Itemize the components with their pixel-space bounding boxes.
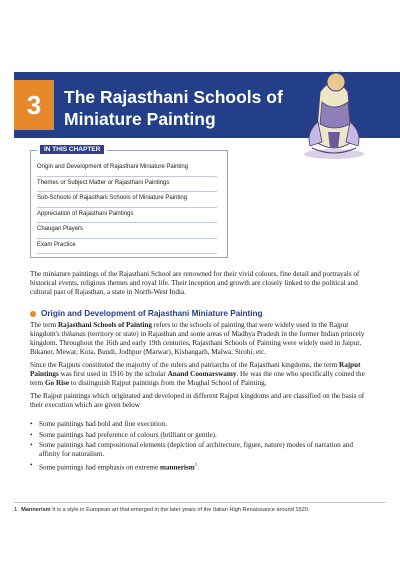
contents-item[interactable]: Chaugan Players bbox=[37, 223, 217, 239]
list-item: • Some paintings had preference of colours (brilliant or gentle). bbox=[30, 431, 375, 440]
list-item: • Some paintings had emphasis on extreme mannerism$^1$. bbox=[30, 461, 375, 472]
paragraph-origin: The term Rajasthani Schools of Painting refers to the schools of painting that were widely used in the Rajput kingdom's thikanas (territory or state) in Rajasthan and some areas of Madhya Pradesh in the former Indian princely kingdom. Throughout the 16th and early 19th centuries, Rajasthani Schools of Painting were widely used in Jaipur, Bikaner, Mewar, Kota, Bundi, Jodhpur (Marwar), Kishangarh, Malwa, Sirohi, etc. bbox=[30, 321, 365, 356]
execution-list bbox=[30, 420, 375, 473]
miniature-painting-illustration bbox=[292, 62, 376, 160]
bullet-dot-icon bbox=[30, 311, 36, 317]
chapter-contents-box bbox=[30, 146, 228, 258]
list-item: • Some paintings had compositional elements (depiction of architecture, figure, nature) modes of narration and affinity for naturalism. bbox=[30, 441, 375, 459]
contents-heading: IN THIS CHAPTER bbox=[37, 145, 107, 154]
contents-item[interactable]: Themes or Subject Matter or Rajasthani Paintings bbox=[37, 177, 217, 193]
footnote-divider bbox=[14, 502, 386, 503]
contents-item[interactable]: Exam Practice bbox=[37, 239, 217, 255]
chapter-title: The Rajasthani Schools of Miniature Painting bbox=[64, 87, 283, 129]
contents-item[interactable]: Origin and Development of Rajasthani Miniature Painting bbox=[37, 161, 217, 177]
paragraph-rajput: Since the Rajputs constituted the majority of the rulers and patriarchs of the Rajasthani kingdoms, the term Rajput Paintings was first used in 1916 by the scholar Anand Coomarswamy. He was the one who specifically coined the term Go Rise to distinguish Rajput paintings from the Mughal School of Painting. bbox=[30, 361, 365, 387]
footnote: 1 Mannerism It is a style in European art that emerged in the later years of the Italian High Renaissance around 1520. bbox=[14, 507, 310, 513]
contents-item[interactable]: Sub-Schools of Rajasthani Schools of Miniature Painting bbox=[37, 192, 217, 208]
chapter-number: 3 bbox=[26, 89, 42, 120]
list-item: • Some paintings had bold and fine execution. bbox=[30, 420, 375, 429]
contents-item[interactable]: Appreciation of Rajasthani Paintings bbox=[37, 208, 217, 224]
paragraph-classification: The Rajput paintings which originated and developed in different Rajput kingdoms and are classified on the basis of their execution which are given below bbox=[30, 392, 365, 409]
chapter-number-box bbox=[14, 80, 54, 130]
contents-list bbox=[37, 161, 217, 254]
section-heading: Origin and Development of Rajasthani Miniature Painting bbox=[30, 309, 263, 318]
intro-paragraph: The miniature paintings of the Rajasthani School are renowned for their vivid colours, fine detail and portrayals of historical events, religious themes and royal life. Their inception and growth are closely linked to the political and cultural past of Rajasthan, a state in North-West India. bbox=[30, 270, 360, 296]
